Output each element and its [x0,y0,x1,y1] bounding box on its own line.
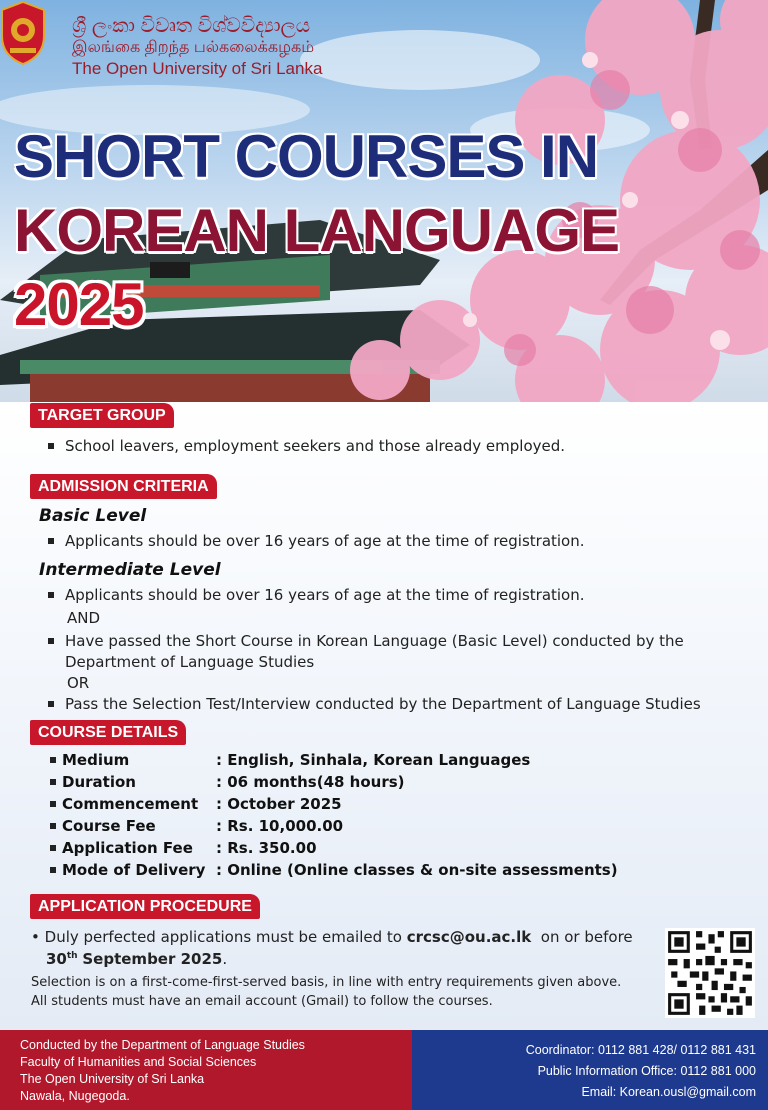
detail-value: : Online (Online classes & on-site assessments) [216,861,618,879]
detail-value: : English, Sinhala, Korean Languages [216,751,531,769]
university-name-tamil: இலங்கை திறந்த பல்கலைக்கழகம் [72,39,315,56]
detail-row-commencement [62,795,342,813]
intermediate-level-title: Intermediate Level [39,560,221,580]
detail-row-application-fee [62,839,317,857]
intermediate-item-selection-test: Pass the Selection Test/Interview conducted by the Department of Language Studies [65,695,701,713]
gmail-note: All students must have an email account (Gmail) to follow the courses. [31,994,493,1009]
university-name-sinhala: ශ්‍රී ලංකා විවෘත විශ්වවිද්‍යාලය [72,15,311,37]
footer-university: The Open University of Sri Lanka [20,1072,205,1086]
footer-right [412,1030,768,1110]
deadline-month-year: September 2025 [82,950,223,968]
application-text-after: on or before [540,928,633,946]
footer-department: Conducted by the Department of Language Studies [20,1038,305,1052]
ousl-logo [0,0,46,66]
application-email-link[interactable]: crcsc@ou.ac.lk [406,928,532,946]
intermediate-item-basic-course: Have passed the Short Course in Korean Language (Basic Level) conducted by the [65,632,684,650]
footer-faculty: Faculty of Humanities and Social Sciences [20,1055,257,1069]
intermediate-item-age: Applicants should be over 16 years of age at the time of registration. [65,586,585,604]
title-line-2: KOREAN LANGUAGE [14,197,620,264]
target-group-heading: TARGET GROUP [30,403,174,428]
detail-value: : Rs. 10,000.00 [216,817,344,835]
deadline-period: . [222,950,228,968]
detail-row-medium [62,751,530,769]
and-connector: AND [67,609,101,627]
application-text-before: Duly perfected applications must be emailed to [44,928,402,946]
bullet-dot: • [31,928,40,946]
detail-value: : October 2025 [216,795,342,813]
university-name [72,14,322,80]
footer-public-info: Public Information Office: 0112 881 000 [537,1064,756,1078]
deadline-suffix: th [66,951,78,961]
detail-row-course-fee [62,817,343,835]
footer-left [0,1030,412,1110]
detail-value: : 06 months(48 hours) [216,773,405,791]
application-instruction [31,927,633,947]
detail-label: Medium [62,751,130,769]
university-name-english: The Open University of Sri Lanka [72,59,323,78]
admission-heading: ADMISSION CRITERIA [30,474,217,499]
deadline-day: 30 [46,950,67,968]
basic-level-title: Basic Level [39,506,147,526]
hero-banner [0,0,768,402]
intermediate-item-basic-course-line2: Department of Language Studies [65,653,315,671]
detail-label: Duration [62,773,136,791]
selection-note: Selection is on a first-come-first-served basis, in line with entry requirements given above. [31,975,622,990]
or-connector: OR [67,674,90,692]
footer-address: Nawala, Nugegoda. [20,1089,130,1103]
detail-label: Mode of Delivery [62,861,206,879]
detail-row-mode-of-delivery [62,861,618,879]
footer-email[interactable]: Email: Korean.ousl@gmail.com [581,1085,756,1099]
detail-value: : Rs. 350.00 [216,839,317,857]
qr-code[interactable] [665,928,755,1018]
detail-row-duration [62,773,405,791]
course-details-heading: COURSE DETAILS [30,720,186,745]
application-procedure-heading: APPLICATION PROCEDURE [30,894,260,919]
application-deadline [46,946,227,969]
detail-label: Commencement [62,795,199,813]
title-line-1: SHORT COURSES IN [14,123,599,190]
title-year: 2025 [14,271,144,338]
footer-coordinator: Coordinator: 0112 881 428/ 0112 881 431 [525,1043,756,1057]
detail-label: Application Fee [62,839,193,857]
target-group-item: School leavers, employment seekers and those already employed. [65,437,566,455]
basic-level-item: Applicants should be over 16 years of age at the time of registration. [65,532,585,550]
detail-label: Course Fee [62,817,156,835]
